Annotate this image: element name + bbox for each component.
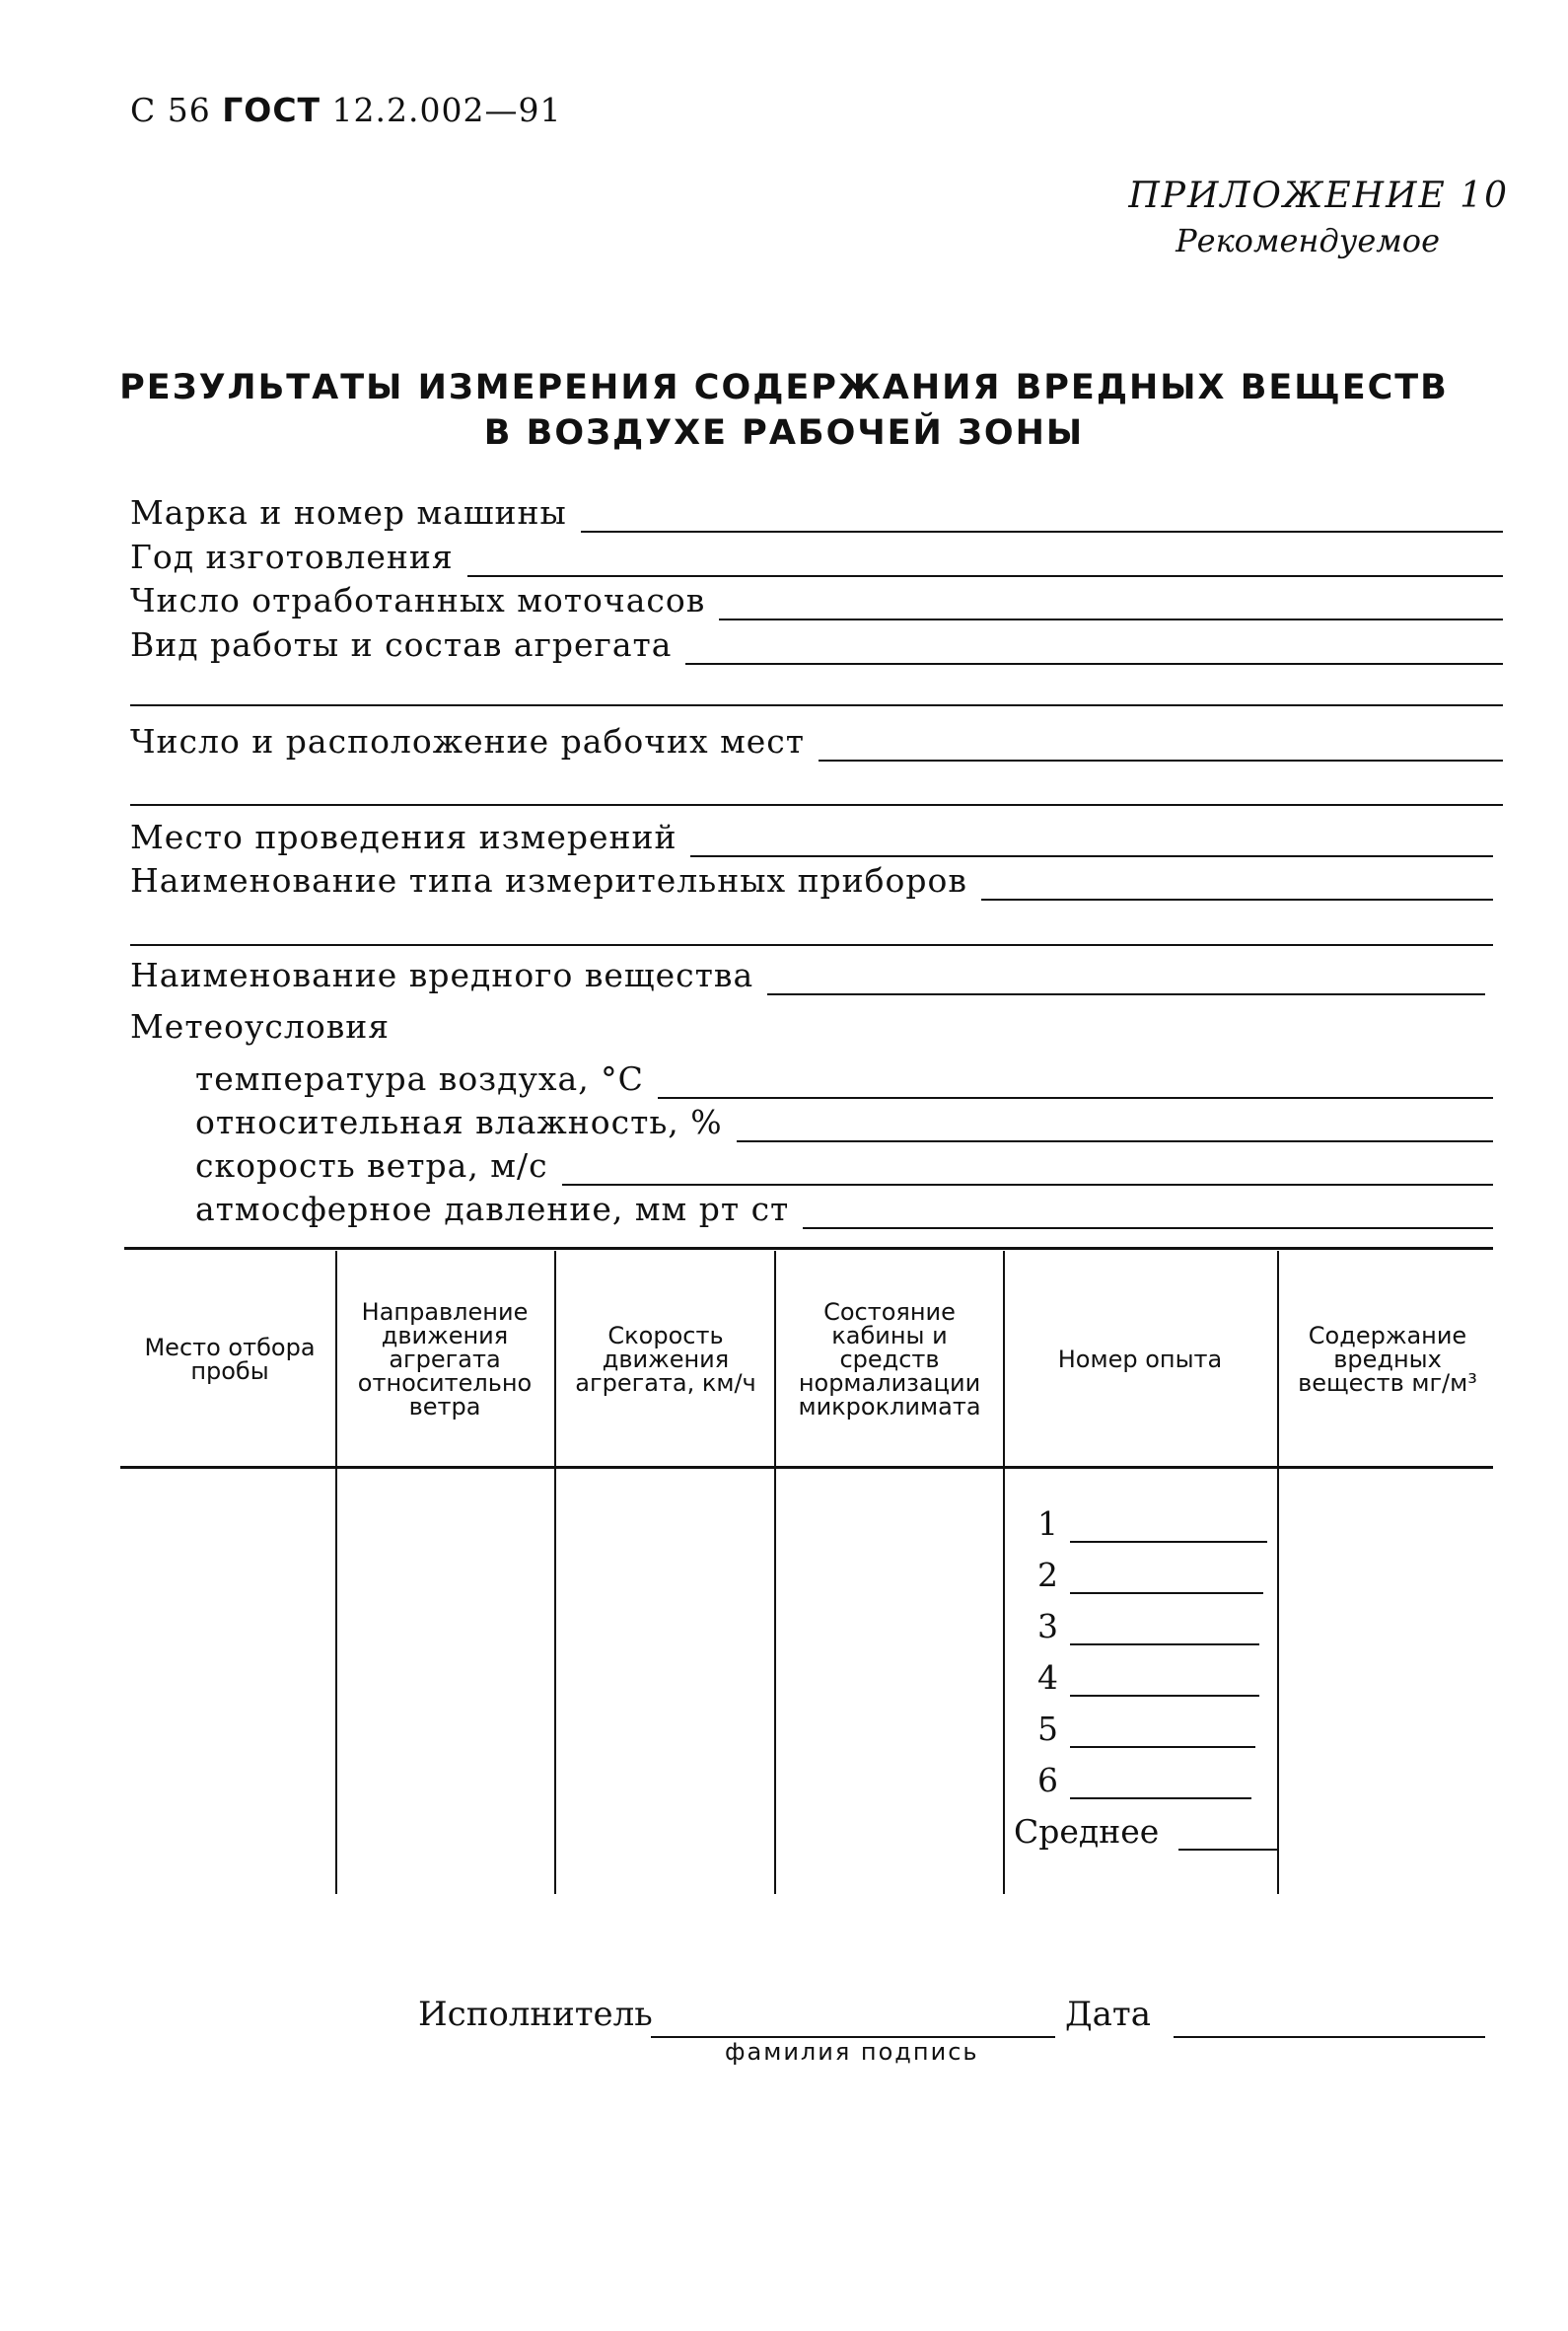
table-header-rule (120, 1466, 1493, 1469)
standard-number: 12.2.002—91 (331, 91, 562, 129)
field-work-extra-line[interactable] (130, 704, 1503, 706)
field-instruments-label: Наименование типа измерительных приборов (130, 861, 967, 900)
experiment-line-2[interactable] (1070, 1572, 1263, 1594)
col-header-cabin: Состояние кабины и средств нормализации микроклимата (798, 1298, 981, 1420)
meteo-heading (130, 1007, 722, 1047)
experiment-line-4[interactable] (1070, 1675, 1259, 1697)
field-humidity-line[interactable] (737, 1115, 1493, 1142)
field-year-label: Год изготовления (130, 538, 454, 576)
table-divider-5 (1277, 1251, 1279, 1894)
col-header-experiment: Номер опыта (1057, 1346, 1223, 1373)
experiment-number-1: 1 (1037, 1504, 1058, 1543)
experiment-line-5[interactable] (1070, 1726, 1255, 1748)
table-divider-1 (335, 1251, 337, 1894)
field-year-line[interactable] (467, 549, 1503, 577)
average-row (1014, 1799, 1277, 1851)
field-humidity-label: относительная влажность, % (195, 1103, 723, 1141)
field-work (130, 625, 1503, 665)
field-place-label: Место проведения измерений (130, 818, 677, 856)
average-label: Среднее (1014, 1812, 1160, 1851)
field-hours-label: Число отработанных моточасов (130, 581, 706, 619)
field-substance (130, 956, 1485, 995)
experiment-row-1 (1037, 1492, 1267, 1543)
field-work-line[interactable] (685, 637, 1503, 665)
field-place (130, 818, 1493, 857)
experiment-number-3: 3 (1037, 1607, 1058, 1645)
standard-label: ГОСТ (222, 91, 321, 129)
experiment-row-5 (1037, 1697, 1255, 1748)
experiment-number-4: 4 (1037, 1658, 1058, 1697)
field-workplaces-line[interactable] (819, 734, 1503, 762)
field-workplaces (130, 722, 1503, 762)
field-humidity (195, 1103, 1493, 1142)
title-line-2: В ВОЗДУХЕ РАБОЧЕЙ ЗОНЫ (483, 413, 1085, 453)
field-temperature-label: температура воздуха, °С (195, 1059, 644, 1098)
date-label: Дата (1065, 1995, 1151, 2034)
field-wind-label: скорость ветра, м/с (195, 1146, 548, 1185)
experiment-number-6: 6 (1037, 1761, 1058, 1799)
field-machine-label: Марка и номер машины (130, 493, 567, 532)
field-pressure-line[interactable] (803, 1202, 1493, 1229)
field-machine (130, 493, 1503, 533)
table-divider-3 (774, 1251, 776, 1894)
experiment-row-4 (1037, 1645, 1259, 1697)
experiment-number-5: 5 (1037, 1710, 1058, 1748)
experiment-line-6[interactable] (1070, 1778, 1251, 1799)
field-machine-line[interactable] (581, 505, 1503, 533)
table-divider-4 (1003, 1251, 1005, 1894)
col-header-speed: Скорость движения агрегата, км/ч (575, 1322, 756, 1397)
field-temperature-line[interactable] (658, 1071, 1493, 1099)
experiment-row-2 (1037, 1543, 1263, 1594)
col-header-place: Место отбора пробы (144, 1334, 316, 1385)
appendix-status: Рекомендуемое (1176, 222, 1440, 259)
table-top-rule (124, 1247, 1493, 1250)
date-line[interactable] (1174, 2036, 1485, 2038)
field-pressure (195, 1190, 1493, 1229)
experiment-number-2: 2 (1037, 1556, 1058, 1594)
field-instruments-extra-line[interactable] (130, 944, 1493, 946)
field-instruments-line[interactable] (981, 873, 1493, 901)
page-header (130, 91, 562, 129)
field-substance-label: Наименование вредного вещества (130, 956, 754, 994)
field-hours-line[interactable] (719, 593, 1503, 620)
page-prefix: С 56 (130, 91, 211, 129)
field-wind-line[interactable] (562, 1158, 1493, 1186)
field-work-label: Вид работы и состав агрегата (130, 625, 673, 664)
field-workplaces-label: Число и расположение рабочих мест (130, 722, 806, 761)
field-temperature (195, 1059, 1493, 1099)
signature-caption: фамилия подпись (725, 2038, 979, 2066)
title-line-1: РЕЗУЛЬТАТЫ ИЗМЕРЕНИЯ СОДЕРЖАНИЯ ВРЕДНЫХ ВЕЩЕСТВ (119, 368, 1449, 407)
experiment-row-3 (1037, 1594, 1259, 1645)
executor-label: Исполнитель (418, 1995, 653, 2034)
field-hours (130, 581, 1503, 620)
field-wind (195, 1146, 1493, 1186)
field-workplaces-extra-line[interactable] (130, 804, 1503, 806)
field-place-line[interactable] (690, 830, 1493, 857)
average-line[interactable] (1178, 1829, 1277, 1851)
experiment-line-1[interactable] (1070, 1521, 1267, 1543)
col-header-content: Содержание вредных веществ мг/м³ (1298, 1322, 1477, 1397)
document-title (0, 365, 1568, 456)
field-year (130, 538, 1503, 577)
col-header-direction: Направление движения агрегата относительно ветра (357, 1298, 533, 1420)
appendix-label: ПРИЛОЖЕНИЕ 10 (1128, 176, 1509, 216)
experiment-line-3[interactable] (1070, 1624, 1259, 1645)
table-divider-2 (554, 1251, 556, 1894)
field-substance-line[interactable] (767, 968, 1485, 995)
field-pressure-label: атмосферное давление, мм рт ст (195, 1190, 790, 1228)
appendix-block (1128, 176, 1509, 259)
field-instruments (130, 861, 1493, 901)
meteo-label: Метеоусловия (130, 1007, 391, 1046)
experiment-row-6 (1037, 1748, 1251, 1799)
